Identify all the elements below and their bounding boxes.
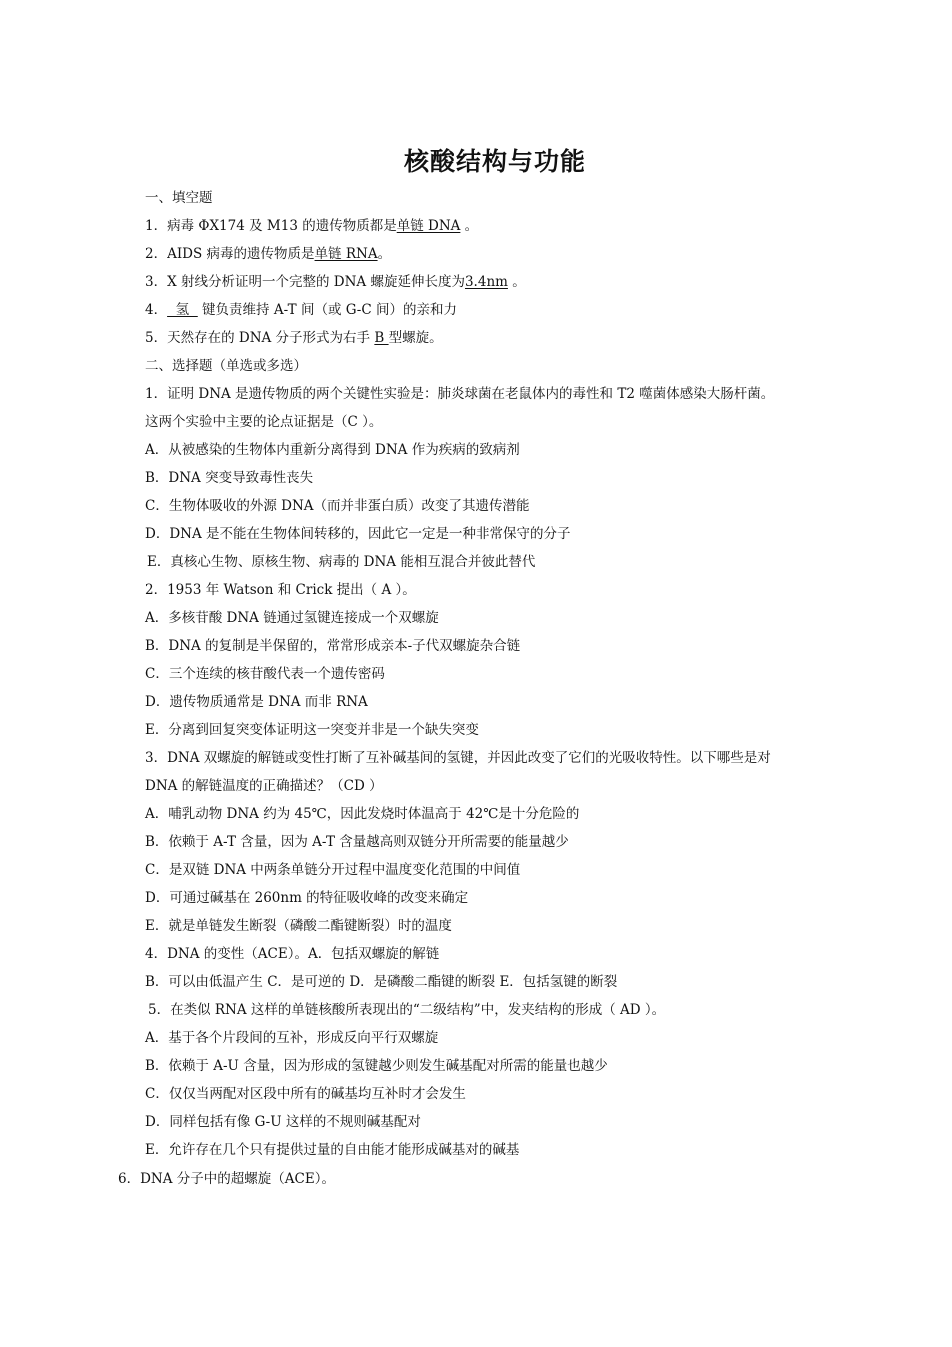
option-line: B．DNA 的复制是半保留的，常常形成亲本-子代双螺旋杂合链 bbox=[145, 638, 521, 654]
option-line: E．允许存在几个只有提供过量的自由能才能形成碱基对的碱基 bbox=[145, 1142, 520, 1158]
option-line: A．基于各个片段间的互补，形成反向平行双螺旋 bbox=[145, 1030, 439, 1046]
question-line: 这两个实验中主要的论点证据是（C ）。 bbox=[145, 414, 383, 430]
item-text: 键负责维持 A-T 间（或 G-C 间）的亲和力 bbox=[197, 302, 457, 318]
option-line: E．就是单链发生断裂（磷酸二酯键断裂）时的温度 bbox=[145, 918, 452, 934]
fill-in-item bbox=[145, 329, 443, 347]
option-line: B．依赖于 A-U 含量，因为形成的氢键越少则发生碱基配对所需的能量也越少 bbox=[145, 1058, 608, 1074]
question-line: 2．1953 年 Watson 和 Crick 提出（ A ）。 bbox=[145, 582, 416, 598]
question-line: 3．DNA 双螺旋的解链或变性打断了互补碱基间的氢键，并因此改变了它们的光吸收特性。以下哪些是对 bbox=[145, 750, 771, 766]
option-line: E．真核心生物、原核生物、病毒的 DNA 能相互混合并彼此替代 bbox=[147, 554, 536, 570]
option-line: B．可以由低温产生 C．是可逆的 D．是磷酸二酯键的断裂 E．包括氢键的断裂 bbox=[145, 974, 618, 990]
answer-blank: B bbox=[374, 330, 389, 346]
fill-in-item bbox=[145, 217, 478, 235]
option-line: C．生物体吸收的外源 DNA（而并非蛋白质）改变了其遗传潜能 bbox=[145, 498, 530, 514]
fill-in-item bbox=[145, 301, 457, 319]
question-line: 1．证明 DNA 是遗传物质的两个关键性实验是：肺炎球菌在老鼠体内的毒性和 T2 噬菌体感染大肠杆菌。 bbox=[145, 386, 775, 402]
option-line: A．哺乳动物 DNA 约为 45℃，因此发烧时体温高于 42℃是十分危险的 bbox=[145, 806, 580, 822]
section-heading-choice: 二、选择题（单选或多选） bbox=[145, 358, 307, 374]
option-line: C．三个连续的核苷酸代表一个遗传密码 bbox=[145, 666, 385, 682]
item-text: 。 bbox=[460, 218, 479, 234]
fill-in-item bbox=[145, 273, 526, 291]
answer-blank: 氢 bbox=[167, 302, 198, 318]
answer-blank: 单链 RNA bbox=[314, 246, 378, 262]
question-line: 6．DNA 分子中的超螺旋（ACE）。 bbox=[118, 1171, 335, 1187]
option-line: D．遗传物质通常是 DNA 而非 RNA bbox=[145, 694, 368, 710]
item-text: 。 bbox=[507, 274, 526, 290]
item-text: 型螺旋。 bbox=[388, 330, 443, 346]
document-title: 核酸结构与功能 bbox=[403, 147, 586, 176]
answer-blank: 单链 DNA bbox=[396, 218, 461, 234]
option-line: A．多核苷酸 DNA 链通过氢键连接成一个双螺旋 bbox=[145, 610, 439, 626]
question-line: 5．在类似 RNA 这样的单链核酸所表现出的“二级结构”中，发夹结构的形成（ AD ）。 bbox=[148, 1002, 666, 1018]
option-line: A．从被感染的生物体内重新分离得到 DNA 作为疾病的致病剂 bbox=[145, 442, 520, 458]
answer-blank: 3.4nm bbox=[464, 274, 508, 290]
fill-in-item bbox=[145, 245, 391, 263]
option-line: E．分离到回复突变体证明这一突变并非是一个缺失突变 bbox=[145, 722, 479, 738]
option-line: B．依赖于 A-T 含量，因为 A-T 含量越高则双链分开所需要的能量越少 bbox=[145, 834, 569, 850]
item-text: 。 bbox=[377, 246, 392, 262]
option-line: D．可通过碱基在 260nm 的特征吸收峰的改变来确定 bbox=[145, 890, 469, 906]
item-text: 4． bbox=[145, 302, 168, 318]
option-line: D．DNA 是不能在生物体间转移的，因此它一定是一种非常保守的分子 bbox=[145, 526, 571, 542]
item-text: 5．天然存在的 DNA 分子形式为右手 bbox=[145, 330, 375, 346]
item-text: 1．病毒 ΦX174 及 M13 的遗传物质都是 bbox=[145, 218, 397, 234]
item-text: 3．X 射线分析证明一个完整的 DNA 螺旋延伸长度为 bbox=[145, 274, 465, 290]
option-line: B．DNA 突变导致毒性丧失 bbox=[145, 470, 314, 486]
section-heading-fill-in: 一、填空题 bbox=[145, 190, 213, 206]
question-line: 4．DNA 的变性（ACE）。A．包括双螺旋的解链 bbox=[145, 946, 440, 962]
item-text: 2．AIDS 病毒的遗传物质是 bbox=[145, 246, 315, 262]
option-line: C．仅仅当两配对区段中所有的碱基均互补时才会发生 bbox=[145, 1086, 466, 1102]
question-line: DNA 的解链温度的正确描述？（CD ） bbox=[145, 778, 383, 794]
option-line: D．同样包括有像 G-U 这样的不规则碱基配对 bbox=[145, 1114, 421, 1130]
option-line: C．是双链 DNA 中两条单链分开过程中温度变化范围的中间值 bbox=[145, 862, 521, 878]
